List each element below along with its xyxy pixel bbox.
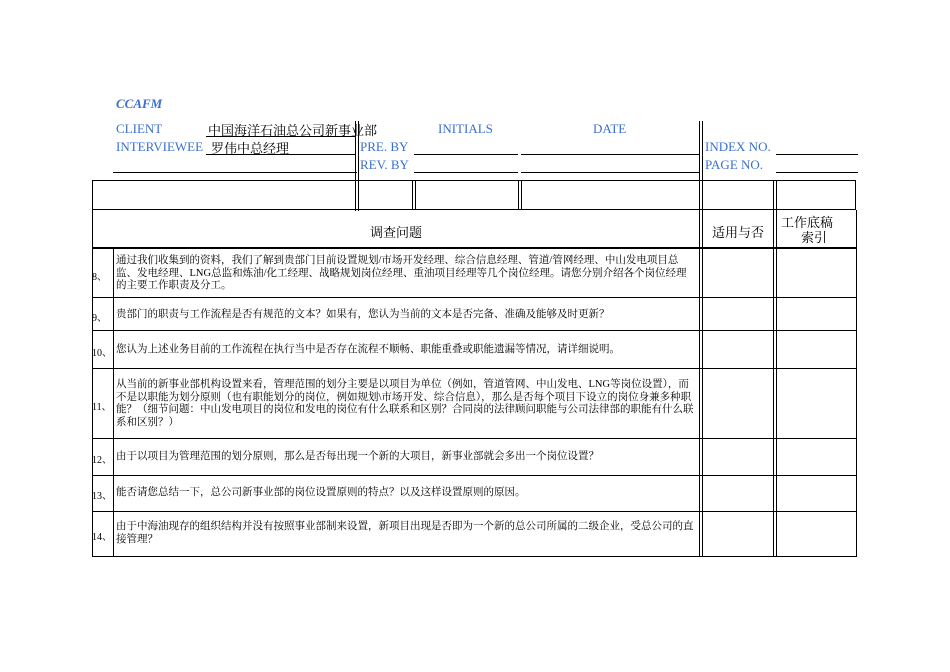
table-row-question: 通过我们收集到的资料，我们了解到贵部门目前设置规划/市场开发经理、综合信息经理、管道/管网经理、中山发电项目总监、发电经理、LNG总监和炼油/化工经理、战略规划岗位经理、重油项目经理等几个岗位经理。请您分别介绍各个岗位经理的主要工作职责及分工。 xyxy=(116,255,687,291)
row-line-10 xyxy=(92,368,857,369)
table-row-number: 8、 xyxy=(92,272,107,283)
header-bottom-underline xyxy=(113,172,357,173)
page-no-underline xyxy=(776,172,858,173)
col-header-ref-line2: 索引 xyxy=(800,230,827,245)
prepared-by-underline xyxy=(414,154,518,155)
signature-row xyxy=(92,180,856,210)
row-line-11 xyxy=(92,438,857,439)
reviewed-date-underline xyxy=(521,172,699,173)
reviewed-by-underline xyxy=(414,172,518,173)
table-row-number: 14、 xyxy=(92,532,112,543)
col-header-ref xyxy=(777,215,837,245)
col-header-applicable: 适用与否 xyxy=(711,225,764,240)
table-row-question: 您认为上述业务目前的工作流程在执行当中是否存在流程不顺畅、职能重叠或职能遗漏等情况，请详细说明。 xyxy=(116,344,620,355)
signature-divider-1 xyxy=(412,181,413,210)
interviewee-underline xyxy=(206,154,356,155)
table-row-number: 9、 xyxy=(92,313,107,324)
row-line-header xyxy=(92,247,857,249)
col-divider-ref-b xyxy=(776,210,777,557)
row-line-8 xyxy=(92,297,857,298)
prepared-by-label: PRE. BY xyxy=(360,139,409,154)
table-row-number: 12、 xyxy=(92,455,112,466)
logo-text: CCAFM xyxy=(116,96,163,111)
prepared-date-underline xyxy=(521,154,699,155)
client-underline xyxy=(206,136,356,137)
index-no-underline xyxy=(776,154,858,155)
client-label: CLIENT xyxy=(116,121,163,136)
interviewee-value: 罗伟中总经理 xyxy=(211,141,290,156)
signature-divider-6 xyxy=(776,181,777,210)
date-label: DATE xyxy=(593,121,627,136)
table-row-question: 由于以项目为管理范围的划分原则，那么是否每出现一个新的大项目，新事业部就会多出一个岗位设置？ xyxy=(116,451,599,462)
table-row-question: 贵部门的职责与工作流程是否有规范的文本？如果有，您认为当前的文本是否完备、准确及能够及时更新？ xyxy=(116,309,610,320)
col-divider-ref-a xyxy=(773,210,774,557)
signature-divider-5 xyxy=(773,181,774,210)
table-row-question: 能否请您总结一下，总公司新事业部的岗位设置原则的特点？以及这样设置原则的原因。 xyxy=(116,487,526,498)
col-header-question: 调查问题 xyxy=(369,225,422,240)
row-line-9 xyxy=(92,330,857,331)
table-row-question: 由于中海油现存的组织结构并没有按照事业部制来设置，新项目出现是否即为一个新的总公司所属的二级企业，受总公司的直接管理？ xyxy=(116,521,694,545)
table-row-number: 13、 xyxy=(92,491,112,502)
col-header-ref-line1: 工作底稿 xyxy=(780,215,833,230)
initials-label: INITIALS xyxy=(438,121,493,136)
row-line-13 xyxy=(92,511,857,512)
client-value: 中国海洋石油总公司新事业部 xyxy=(208,123,378,138)
reviewed-by-label: REV. BY xyxy=(360,157,409,172)
table-row-question: 从当前的新事业部机构设置来看，管理范围的划分主要是以项目为单位（例如，管道管网、中山发电、LNG等岗位设置），而不是以职能为划分原则（也有职能划分的岗位，例如规划\市场开发、综合信息），那么是否每个项目下设立的岗位身兼多种职能？（细节问题：中山发电项目的岗位和发电的岗位有什么联系和区别？合同岗的法律顾问职能与公司法律部的职能有什么联系和区别？） xyxy=(116,379,694,428)
index-no-label: INDEX NO. xyxy=(705,139,771,154)
interviewee-label: INTERVIEWEE xyxy=(116,139,204,154)
signature-divider-4 xyxy=(521,181,522,210)
signature-divider-2 xyxy=(415,181,416,210)
table-row-number: 10、 xyxy=(92,348,112,359)
signature-divider-3 xyxy=(518,181,519,210)
row-line-12 xyxy=(92,475,857,476)
page-no-label: PAGE NO. xyxy=(705,157,764,172)
table-row-number: 11、 xyxy=(92,402,112,413)
